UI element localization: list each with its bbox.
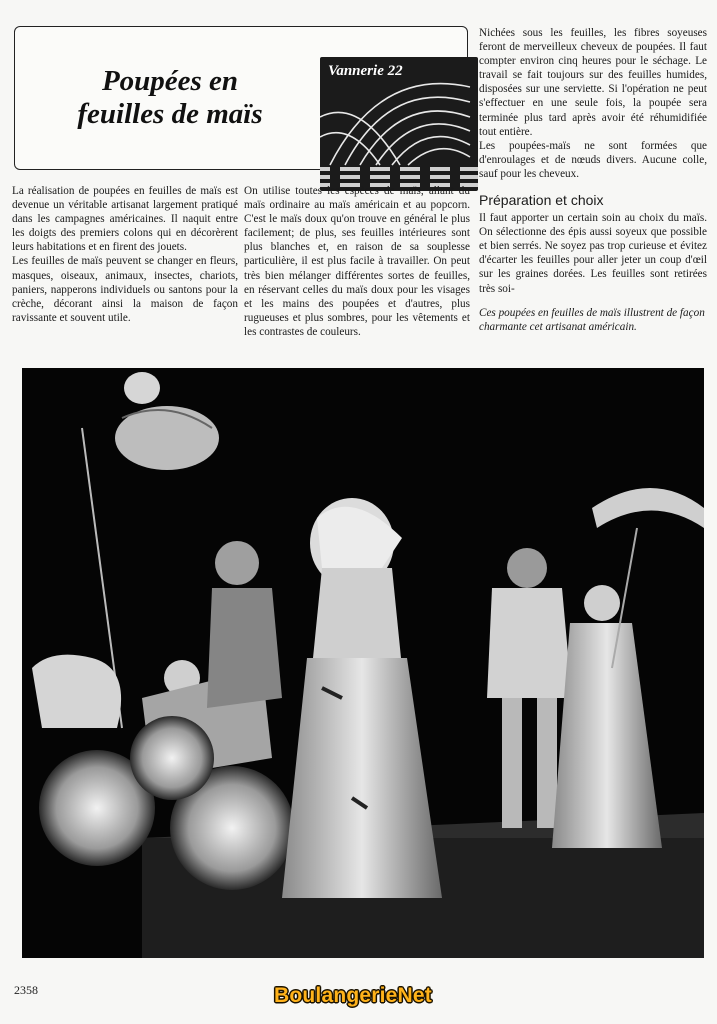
title-box (14, 26, 468, 170)
series-label: Vannerie 22 (328, 63, 403, 79)
paragraph: La réalisation de poupées en feuilles de maïs est devenue un véritable artisanat largement pratiqué dans les campagnes américaines. Il naquit entre les doigts des premiers colons qui en décorèrent leurs habitations et en firent des jouets. (12, 185, 238, 254)
paragraph: On utilise toutes les espèces de maïs, allant du maïs ordinaire au maïs américain et au popcorn. C'est le maïs doux qu'on trouve en général le plus facilement; de plus, ses feuilles intérieures sont plus blanches et, en raison de sa souplesse particulière, il est plus facile à travailler. On peut très bien mélanger différentes sortes de feuilles, en réservant celles du maïs doux pour les visages et les mains des poupées et d'autres, plus rugueuses et plus sombres, pour les vêtements et les contrastes de couleurs. (244, 185, 470, 338)
dolls-illustration (22, 368, 704, 958)
corn-husk-dolls-photo (22, 368, 704, 958)
series-vignette (320, 57, 478, 191)
page-title (45, 65, 295, 131)
photo-caption: Ces poupées en feuilles de maïs illustrent de façon charmante cet artisanat américain. (479, 306, 705, 333)
section-heading: Préparation et choix (479, 192, 604, 209)
page-number: 2358 (14, 983, 38, 997)
text-column-2 (244, 184, 470, 339)
text-column-3 (479, 26, 707, 334)
title-line-1: Poupées en (101, 65, 239, 97)
text-column-1 (12, 184, 238, 325)
paragraph: Il faut apporter un certain soin au choix du maïs. On sélectionne des épis aussi soyeux que possible et bien serrés. Ne soyez pas trop curieuse et évitez d'écarter les feuilles pour aller jeter un coup d'œil sur les graines dorées. Les feuilles sont retirées très soi- (479, 212, 707, 295)
paragraph: Les feuilles de maïs peuvent se changer en fleurs, masques, oiseaux, animaux, insectes, chariots, paniers, napperons individuels ou santons pour la crèche, décorant ainsi la maison de façon ravissante et souvent utile. (12, 255, 238, 324)
paragraph: Nichées sous les feuilles, les fibres soyeuses feront de merveilleux cheveux de poupées. Il faut compter environ cinq heures pour le séchage. Le travail se fait toujours sur des feuilles humides, disposées sur une serviette. Si l'opération ne peut s'effectuer en une seule fois, la poupée sera terminée plus tard après avoir été réhumidifiée tout entière. (479, 27, 707, 138)
paragraph: Les poupées-maïs ne sont formées que d'enroulages et de nœuds divers. Aucune colle, sauf pour les cheveux. (479, 139, 707, 180)
site-logo: BoulangerieNet (274, 984, 432, 1007)
title-line-2: feuilles de maïs (77, 98, 263, 130)
